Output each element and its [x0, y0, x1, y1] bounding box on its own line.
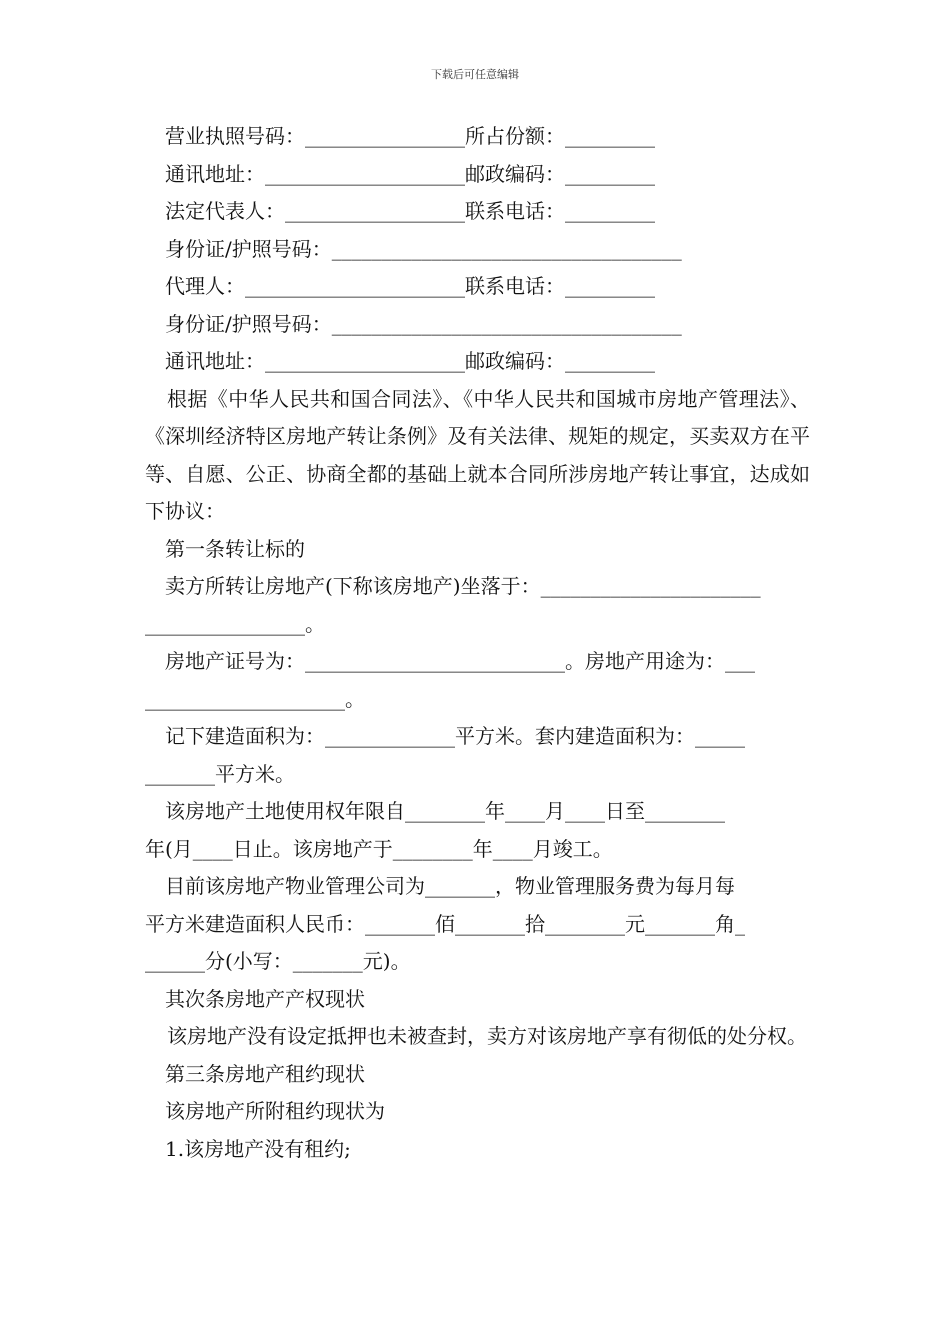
article-3-intro: 该房地产所附租约现状为 — [165, 1099, 385, 1123]
field-agent-mailing-address: 通讯地址：____________________邮政编码：_________ — [165, 349, 655, 373]
article-1-title: 第一条转让标的 — [165, 536, 305, 561]
article-1-management-fee-cont: ______分(小写：_______元)。 — [145, 949, 411, 973]
article-2-title: 其次条房地产产权现状 — [165, 986, 365, 1011]
article-1-land-term-line: 该房地产土地使用权年限自________年____月____日至________ — [165, 799, 725, 823]
field-mailing-address: 通讯地址：____________________邮政编码：_________ — [165, 161, 655, 186]
field-agent: 代理人：______________________联系电话：_________ — [165, 274, 655, 298]
preamble-paragraph: 根据《中华人民共和国合同法》、《中华人民共和国城市房地产管理法》、《深圳经济特区房地产转让条例》及有关法律、规矩的规定，买卖双方在平等、自愿、公正、协商全都的基础上就本合同所涉房地产转让事宜，达成如下协议： — [145, 386, 810, 523]
field-business-license: 营业执照号码：________________所占份额：_________ — [165, 124, 655, 148]
article-1-land-term-cont: 年(月____日止。该房地产于________年____月竣工。 — [145, 836, 613, 861]
document-body — [145, 118, 810, 1168]
article-1-certificate-cont: ____________________。 — [145, 686, 365, 711]
article-3-title: 第三条房地产租约现状 — [165, 1061, 365, 1086]
article-1-area-cont: _______平方米。 — [145, 761, 295, 786]
article-3-item-1: 1.该房地产没有租约; — [165, 1136, 351, 1161]
article-1-management-fee: 平方米建造面积人民币：_______佰_______拾________元_______角_ — [145, 911, 745, 936]
article-1-certificate-line: 房地产证号为：__________________________。房地产用途为：___ — [165, 649, 755, 673]
field-legal-representative: 法定代表人：__________________联系电话：_________ — [165, 199, 655, 223]
article-1-location-cont: ________________。 — [145, 611, 325, 636]
article-1-management-line: 目前该房地产物业管理公司为_______，物业管理服务费为每月每 — [165, 874, 735, 898]
article-1-area-line: 记下建造面积为：_____________平方米。套内建造面积为：_____ — [165, 724, 745, 748]
field-agent-id-passport: 身份证/护照号码：___________________________________ — [165, 311, 682, 336]
article-1-location-line: 卖方所转让房地产(下称该房地产)坐落于：______________________ — [165, 574, 761, 598]
field-id-passport: 身份证/护照号码：___________________________________ — [165, 236, 682, 261]
article-2-body: 该房地产没有设定抵押也未被查封，卖方对该房地产享有彻低的处分权。 — [167, 1024, 807, 1048]
header-note: 下载后可任意编辑 — [431, 68, 519, 81]
